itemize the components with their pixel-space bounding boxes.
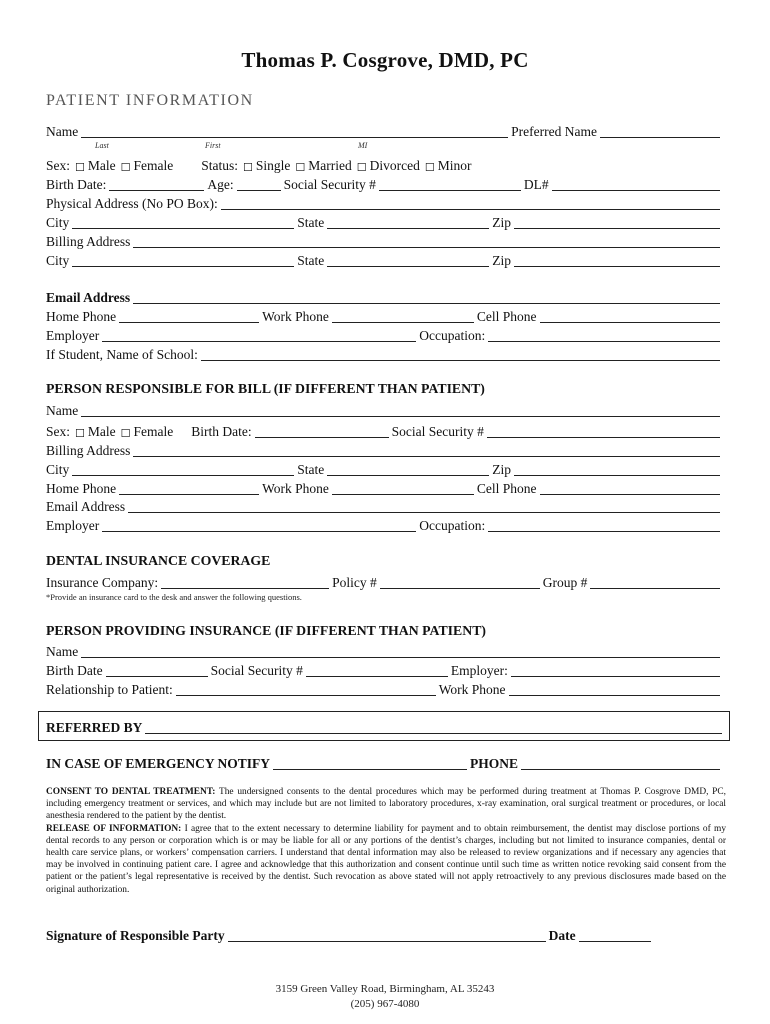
responsible-ssn-field[interactable] (487, 425, 720, 438)
responsible-billing-row (46, 440, 720, 459)
email-address-label: Email Address (46, 290, 131, 305)
responsible-name-row (46, 400, 720, 419)
home-phone-label: Home Phone (46, 481, 117, 496)
relationship-label: Relationship to Patient: (46, 682, 173, 697)
insured-relationship-row (46, 679, 720, 698)
insured-birth-date-field[interactable] (106, 664, 208, 677)
patient-ssn-label: Social Security # (283, 177, 376, 192)
patient-birth-row (46, 174, 720, 193)
state-field[interactable] (327, 216, 489, 229)
emergency-row (46, 753, 720, 772)
zip-label: Zip (492, 215, 512, 230)
insurance-company-field[interactable] (161, 576, 329, 589)
consent-heading: CONSENT TO DENTAL TREATMENT: (46, 787, 216, 797)
checkbox-icon[interactable]: ☐ (356, 161, 367, 174)
school-label: If Student, Name of School: (46, 347, 198, 362)
work-phone-label: Work Phone (262, 481, 329, 496)
footer-address: 3159 Green Valley Road, Birmingham, AL 35243 (275, 983, 495, 995)
policy-label: Policy # (332, 575, 377, 590)
insured-work-phone-label: Work Phone (438, 682, 506, 697)
responsible-email-label: Email Address (46, 499, 126, 514)
state-label: State (297, 462, 325, 477)
responsible-cell-phone-field[interactable] (540, 482, 720, 495)
consent-paragraph (46, 786, 726, 896)
employer-label: Employer (46, 328, 100, 343)
patient-dl-field[interactable] (552, 178, 720, 191)
responsible-billing-label: Billing Address (46, 443, 131, 458)
occupation-label: Occupation: (419, 328, 486, 343)
patient-birth-date-field[interactable] (109, 178, 204, 191)
billing-city-field[interactable] (72, 254, 294, 267)
checkbox-icon[interactable]: ☐ (120, 161, 131, 174)
zip-field[interactable] (514, 216, 720, 229)
insured-ssn-label: Social Security # (210, 663, 303, 678)
zip-label: Zip (492, 253, 512, 268)
responsible-sex-male: Male (87, 424, 116, 439)
occupation-label: Occupation: (419, 518, 486, 533)
insurance-row (46, 572, 720, 591)
billing-city-row (46, 250, 720, 269)
responsible-name-field[interactable] (81, 404, 720, 417)
zip-label: Zip (492, 462, 512, 477)
preferred-name-field[interactable] (600, 125, 720, 138)
signature-row (46, 925, 720, 944)
policy-field[interactable] (380, 576, 540, 589)
cell-phone-label: Cell Phone (476, 309, 537, 324)
patient-email-row (46, 287, 720, 306)
insurance-heading: DENTAL INSURANCE COVERAGE (46, 553, 271, 568)
insured-name-label: Name (46, 644, 79, 659)
physical-address-label: Physical Address (No PO Box): (46, 196, 218, 211)
emergency-phone-field[interactable] (521, 757, 720, 770)
insured-birth-row (46, 660, 720, 679)
insured-ssn-field[interactable] (306, 664, 448, 677)
release-heading: RELEASE OF INFORMATION: (46, 823, 182, 834)
cell-phone-label: Cell Phone (476, 481, 537, 496)
responsible-email-field[interactable] (128, 500, 720, 513)
patient-age-label: Age: (207, 177, 234, 192)
billing-address-row (46, 231, 720, 250)
responsible-phones-row (46, 478, 720, 497)
school-field[interactable] (201, 348, 720, 361)
employer-field[interactable] (102, 329, 416, 342)
patient-information-heading: PATIENT INFORMATION (46, 92, 254, 109)
referred-by-label: REFERRED BY (46, 720, 143, 735)
patient-age-field[interactable] (237, 178, 281, 191)
release-text: I agree that to the extent necessary to determine liability for payment and to obtain reimbursement, the dentist may disclose portions of my dental records to any person or corporation which is or may be liable for all or any portions of the dentist’s charges, including but not limited to insurance companies, dental or health care service plans, or workers’ compensation carriers. I understand that dental information may also be released to review organizations and if necessary any agencies that may be involved in continuing patient care. I agree and acknowledge that this authorization and consent continue until such time as written notice revoking said consent from the patient or the patient’s legal representative is received by the dentist. Such revocation as above stated will not apply retroactively to any previous disclosures made based on the original authorization. (46, 823, 727, 895)
work-phone-label: Work Phone (262, 309, 329, 324)
responsible-employer-row (46, 515, 720, 534)
insured-birth-date-label: Birth Date (46, 663, 103, 678)
sex-option-female: Female (133, 158, 174, 173)
city-label: City (46, 462, 70, 477)
patient-city-row (46, 212, 720, 231)
referred-by-field[interactable] (145, 721, 722, 734)
emergency-contact-field[interactable] (273, 757, 467, 770)
email-address-field[interactable] (133, 291, 720, 304)
relationship-field[interactable] (176, 683, 436, 696)
checkbox-icon[interactable]: ☐ (120, 427, 131, 440)
insured-heading: PERSON PROVIDING INSURANCE (IF DIFFERENT THAN PATIENT) (46, 623, 487, 638)
patient-name-row (46, 121, 720, 140)
state-label: State (297, 253, 325, 268)
insured-employer-label: Employer: (450, 663, 508, 678)
home-phone-field[interactable] (119, 310, 259, 323)
date-field[interactable] (579, 929, 651, 942)
checkbox-icon[interactable]: ☐ (424, 161, 435, 174)
responsible-sex-female: Female (133, 424, 174, 439)
responsible-home-phone-field[interactable] (119, 482, 259, 495)
responsible-city-row (46, 459, 720, 478)
billing-state-field[interactable] (327, 254, 489, 267)
responsible-email-row (46, 496, 720, 515)
responsible-billing-field[interactable] (133, 444, 720, 457)
insurance-note: *Provide an insurance card to the desk and answer the following questions. (46, 592, 302, 602)
sex-option-male: Male (87, 158, 116, 173)
responsible-ssn-label: Social Security # (391, 424, 484, 439)
responsible-city-field[interactable] (72, 463, 294, 476)
patient-name-label: Name (46, 124, 79, 139)
patient-sex-status-row (46, 155, 720, 174)
patient-sex-label: Sex: (46, 158, 71, 173)
responsible-state-field[interactable] (327, 463, 489, 476)
checkbox-icon[interactable]: ☐ (75, 161, 85, 174)
emergency-label: IN CASE OF EMERGENCY NOTIFY (46, 756, 271, 771)
employer-label: Employer (46, 518, 100, 533)
responsible-zip-field[interactable] (514, 463, 720, 476)
responsible-occupation-field[interactable] (488, 519, 720, 532)
responsible-sex-label: Sex: (46, 424, 71, 439)
responsible-name-label: Name (46, 403, 79, 418)
patient-ssn-field[interactable] (379, 178, 521, 191)
group-field[interactable] (590, 576, 720, 589)
home-phone-label: Home Phone (46, 309, 117, 324)
work-phone-field[interactable] (332, 310, 474, 323)
footer-phone: (205) 967-4080 (350, 998, 420, 1010)
checkbox-icon[interactable]: ☐ (75, 427, 85, 440)
responsible-birth-date-field[interactable] (255, 425, 389, 438)
status-option-married: Married (308, 158, 352, 173)
city-field[interactable] (72, 216, 294, 229)
patient-phones-row (46, 306, 720, 325)
insured-employer-field[interactable] (511, 664, 720, 677)
patient-name-field[interactable] (81, 125, 508, 138)
checkbox-icon[interactable]: ☐ (243, 161, 253, 174)
patient-employer-row (46, 325, 720, 344)
occupation-field[interactable] (488, 329, 720, 342)
name-sub-last: Last (95, 141, 109, 150)
status-option-divorced: Divorced (369, 158, 420, 173)
billing-zip-field[interactable] (514, 254, 720, 267)
status-option-minor: Minor (437, 158, 472, 173)
billing-address-field[interactable] (133, 235, 720, 248)
insured-name-row (46, 641, 720, 660)
emergency-phone-label: PHONE (470, 756, 519, 771)
physical-address-field[interactable] (221, 197, 720, 210)
state-label: State (297, 215, 325, 230)
insured-name-field[interactable] (81, 645, 720, 658)
referred-by-box (38, 711, 730, 741)
patient-birth-date-label: Birth Date: (46, 177, 107, 192)
responsible-work-phone-field[interactable] (332, 482, 474, 495)
checkbox-icon[interactable]: ☐ (295, 161, 306, 174)
referred-by-row (46, 717, 726, 736)
responsible-sex-row (46, 421, 720, 440)
billing-address-label: Billing Address (46, 234, 131, 249)
consent-text: The undersigned consents to the dental procedures which may be performed during treatment at Thomas P. Cosgrove DMD, PC, including emergency treatment or services, and which may include but are not limited to laboratory procedures, x-ray examination, oral surgical treatment or procedures, or local anesthesia rendered to the patient by the dentist. (46, 787, 726, 822)
responsible-party-heading: PERSON RESPONSIBLE FOR BILL (IF DIFFERENT THAN PATIENT) (46, 381, 485, 396)
insurance-company-label: Insurance Company: (46, 575, 159, 590)
status-option-single: Single (255, 158, 291, 173)
preferred-name-label: Preferred Name (511, 124, 597, 139)
signature-field[interactable] (228, 929, 546, 942)
signature-label: Signature of Responsible Party (46, 928, 225, 943)
city-label: City (46, 215, 70, 230)
cell-phone-field[interactable] (540, 310, 720, 323)
physical-address-row (46, 193, 720, 212)
status-label: Status: (201, 158, 239, 173)
city-label: City (46, 253, 70, 268)
school-row (46, 344, 720, 363)
name-sub-mi: MI (358, 141, 368, 150)
name-sub-first: First (205, 141, 221, 150)
practice-title: Thomas P. Cosgrove, DMD, PC (241, 48, 529, 72)
date-label: Date (548, 928, 576, 943)
responsible-employer-field[interactable] (102, 519, 416, 532)
responsible-birth-date-label: Birth Date: (191, 424, 252, 439)
insured-work-phone-field[interactable] (509, 683, 720, 696)
group-label: Group # (542, 575, 588, 590)
patient-dl-label: DL# (523, 177, 549, 192)
